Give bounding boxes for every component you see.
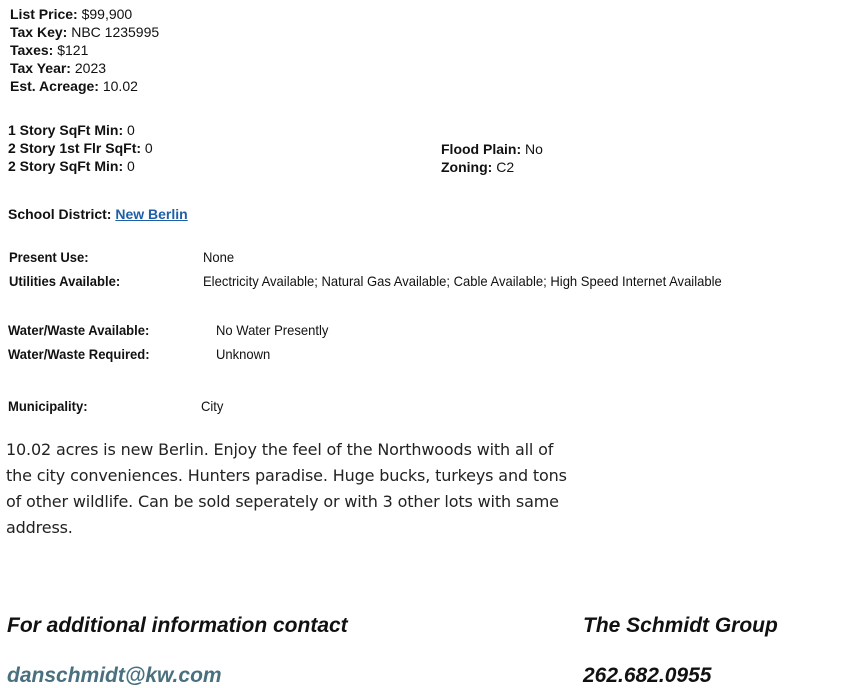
water-required-label: Water/Waste Required: bbox=[8, 346, 150, 362]
flood-plain-row bbox=[441, 140, 543, 158]
contact-email-link[interactable]: danschmidt@kw.com bbox=[7, 664, 222, 687]
tax-year-row bbox=[10, 59, 106, 77]
acreage-value: 10.02 bbox=[102, 78, 138, 94]
one-story-sqft-label: 1 Story SqFt Min: bbox=[8, 122, 124, 138]
two-story-first-sqft-value: 0 bbox=[144, 140, 153, 156]
tax-year-label: Tax Year: bbox=[10, 60, 71, 76]
present-use-value: None bbox=[203, 249, 235, 265]
two-story-sqft-value: 0 bbox=[127, 158, 135, 174]
list-price-label: List Price: bbox=[10, 6, 78, 22]
one-story-sqft-value: 0 bbox=[127, 122, 135, 138]
flood-plain-value: No bbox=[525, 141, 543, 157]
two-story-first-sqft-row bbox=[8, 139, 153, 157]
contact-heading: For additional information contact bbox=[7, 614, 348, 637]
utilities-label: Utilities Available: bbox=[9, 273, 121, 289]
property-description: 10.02 acres is new Berlin. Enjoy the feel of the Northwoods with all of the city conveniences. Hunters paradise. Huge bucks, turkeys and tons of other wildlife. Can be sold seperately or with 3 other lots with same address. bbox=[6, 440, 567, 537]
tax-key-label: Tax Key: bbox=[10, 24, 68, 40]
municipality-value: City bbox=[201, 398, 224, 414]
tax-year-value: 2023 bbox=[74, 60, 107, 76]
tax-key-value: NBC 1235995 bbox=[71, 24, 160, 40]
two-story-first-sqft-label: 2 Story 1st Flr SqFt: bbox=[8, 140, 142, 156]
list-price-value: $99,900 bbox=[81, 6, 133, 22]
contact-phone: 262.682.0955 bbox=[583, 664, 712, 687]
water-available-value: No Water Presently bbox=[216, 322, 329, 338]
taxes-row bbox=[10, 41, 88, 59]
school-district-row bbox=[8, 205, 188, 223]
acreage-label: Est. Acreage: bbox=[10, 78, 99, 94]
water-required-value: Unknown bbox=[216, 346, 271, 362]
water-available-label: Water/Waste Available: bbox=[8, 322, 150, 338]
one-story-sqft-row bbox=[8, 121, 135, 139]
taxes-label: Taxes: bbox=[10, 42, 54, 58]
flood-plain-label: Flood Plain: bbox=[441, 141, 522, 157]
school-district-label: School District: bbox=[8, 206, 112, 222]
group-name: The Schmidt Group bbox=[583, 614, 778, 637]
two-story-sqft-row bbox=[8, 157, 135, 175]
utilities-value: Electricity Available; Natural Gas Available; Cable Available; High Speed Internet Available bbox=[203, 273, 722, 289]
taxes-value: $121 bbox=[57, 42, 89, 58]
zoning-label: Zoning: bbox=[441, 159, 493, 175]
zoning-row bbox=[441, 158, 514, 176]
acreage-row bbox=[10, 77, 138, 95]
present-use-label: Present Use: bbox=[9, 249, 89, 265]
two-story-sqft-label: 2 Story SqFt Min: bbox=[8, 158, 124, 174]
zoning-value: C2 bbox=[496, 159, 515, 175]
school-district-link[interactable]: New Berlin bbox=[115, 206, 188, 222]
municipality-label: Municipality: bbox=[8, 398, 88, 414]
tax-key-row bbox=[10, 23, 159, 41]
list-price-row bbox=[10, 5, 132, 23]
